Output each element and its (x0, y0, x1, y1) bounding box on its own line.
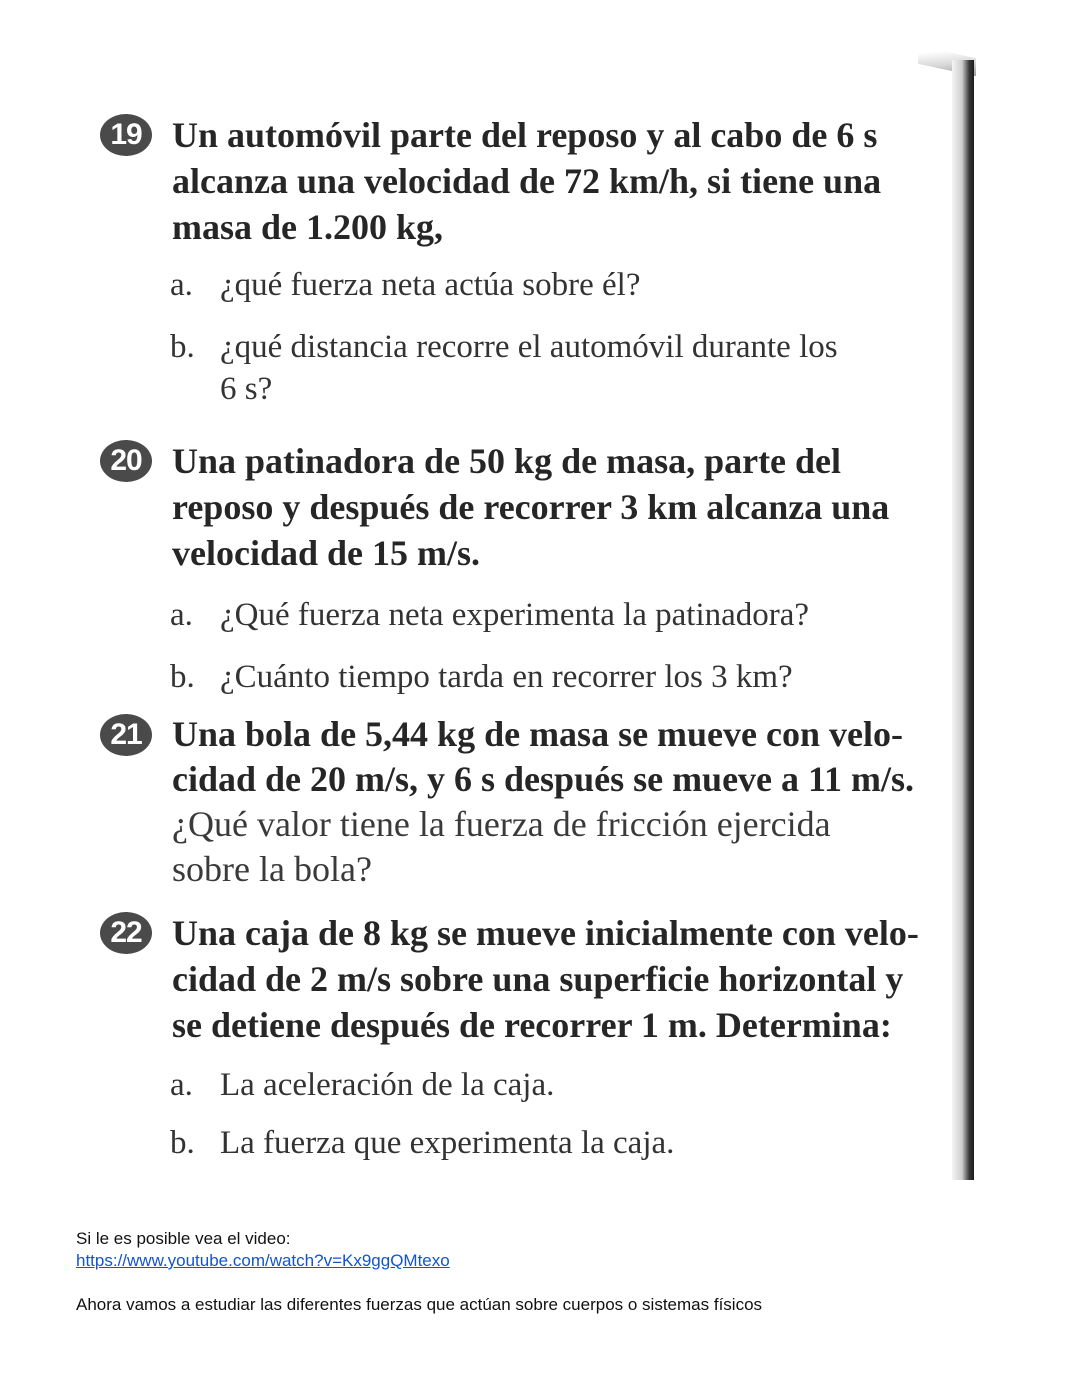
sub-question-text: ¿Qué fuerza neta experimenta la patinadora? (220, 597, 810, 633)
sub-question-letter: a. (170, 597, 193, 633)
problem-number-badge: 19 (100, 114, 152, 156)
statement-line: reposo y después de recorrer 3 km alcanza una (172, 487, 890, 527)
statement-line: ¿Qué valor tiene la fuerza de fricción ejercida (172, 804, 831, 844)
problem-20 (100, 438, 920, 698)
statement-line: velocidad de 15 m/s. (172, 533, 481, 573)
sub-question-text: ¿qué distancia recorre el automóvil durante los 6 s? (220, 329, 838, 407)
sub-question-text: ¿qué fuerza neta actúa sobre él? (220, 267, 641, 303)
sub-question-a (170, 264, 920, 306)
statement-line: se detiene después de recorrer 1 m. Determina: (172, 1005, 892, 1045)
problem-statement (172, 712, 920, 892)
problem-statement (172, 438, 920, 576)
sub-question-text: La aceleración de la caja. (220, 1067, 555, 1103)
sub-question-text: ¿Cuánto tiempo tarda en recorrer los 3 km? (220, 659, 793, 695)
statement-line: Un automóvil parte del reposo y al cabo de 6 s (172, 115, 878, 155)
sub-question-letter: b. (170, 659, 195, 695)
problem-number-badge: 21 (100, 714, 152, 756)
sub-question-letter: b. (170, 1125, 195, 1161)
problem-number-badge: 22 (100, 912, 152, 954)
problem-number-badge: 20 (100, 440, 152, 482)
problem-22 (100, 910, 920, 1164)
statement-line: Una bola de 5,44 kg de masa se mueve con velo- (172, 714, 903, 754)
closing-text: Ahora vamos a estudiar las diferentes fuerzas que actúan sobre cuerpos o sistemas físicos (76, 1295, 763, 1314)
sub-question-b (170, 656, 920, 698)
sub-question-letter: a. (170, 267, 193, 303)
video-prompt: Si le es posible vea el video: (76, 1229, 291, 1248)
book-spine-shadow (952, 60, 974, 1180)
statement-line: masa de 1.200 kg, (172, 207, 444, 247)
problem-19 (100, 112, 920, 410)
sub-question-a (170, 594, 920, 636)
statement-line: Una caja de 8 kg se mueve inicialmente con velo- (172, 913, 919, 953)
problem-21 (100, 712, 920, 892)
video-link[interactable]: https://www.youtube.com/watch?v=Kx9ggQMtexo (76, 1251, 450, 1270)
sub-question-text: La fuerza que experimenta la caja. (220, 1125, 675, 1161)
sub-question-letter: b. (170, 329, 195, 365)
problem-statement (172, 112, 920, 250)
sub-question-a (170, 1064, 920, 1106)
sub-question-b (170, 326, 860, 410)
statement-line: Una patinadora de 50 kg de masa, parte del (172, 441, 842, 481)
sub-question-b (170, 1122, 920, 1164)
video-link-container (76, 1250, 450, 1272)
sub-question-letter: a. (170, 1067, 193, 1103)
problem-statement (172, 910, 920, 1048)
statement-line: sobre la bola? (172, 849, 372, 889)
statement-line: alcanza una velocidad de 72 km/h, si tiene una (172, 161, 882, 201)
statement-line: cidad de 20 m/s, y 6 s después se mueve a 11 m/s. (172, 759, 915, 799)
statement-line: cidad de 2 m/s sobre una superficie horizontal y (172, 959, 904, 999)
